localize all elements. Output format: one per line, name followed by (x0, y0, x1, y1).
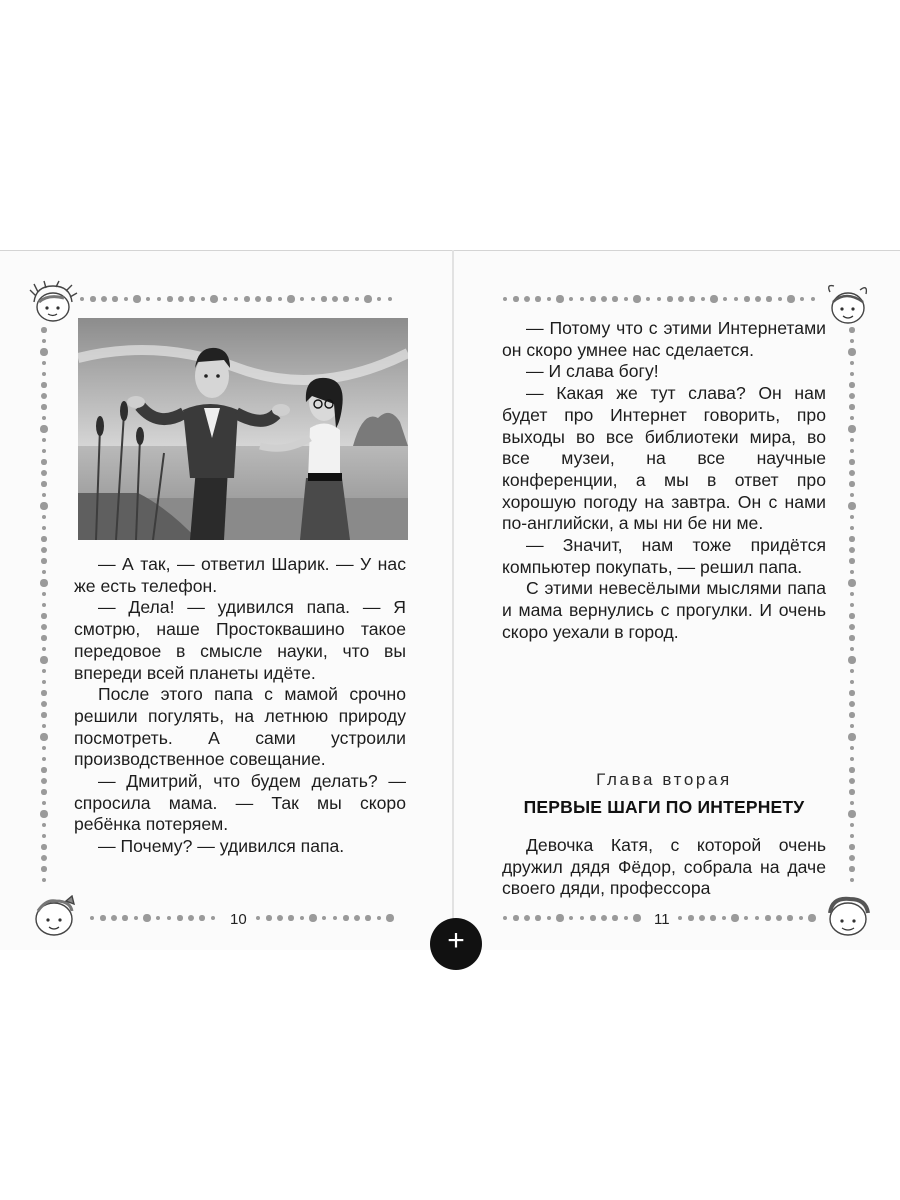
paragraph: — Значит, нам тоже придётся компьютер покупать, — решил папа. (502, 535, 826, 577)
bead-dot (40, 579, 47, 586)
bead-dot (266, 915, 271, 920)
bead-dot (850, 526, 854, 530)
bead-dot (849, 690, 854, 695)
bead-dot (849, 789, 854, 794)
bead-dot (624, 297, 628, 301)
girl-doodle-icon (26, 280, 80, 326)
bead-dot (42, 526, 46, 530)
paragraph: — Какая же тут слава? Он нам будет про Интернет говорить, про выходы во все библиотеки мира, во все музеи, на все научные конференции, а мы в ответ про хорошую погоду на завтра. Он с нами по-английски, а мы ни бе ни ме. (502, 383, 826, 534)
bead-dot (388, 297, 392, 301)
bead-dot (41, 613, 46, 618)
bead-dot (124, 297, 128, 301)
bead-dot (210, 295, 217, 302)
bead-dot (689, 296, 694, 301)
bead-dot (211, 916, 215, 920)
bead-dot (143, 914, 150, 921)
girl-doodle-icon (820, 282, 874, 328)
bead-dot (547, 297, 551, 301)
bead-dot (41, 404, 46, 409)
bead-dot (787, 295, 794, 302)
bead-dot (40, 348, 47, 355)
bead-dot (42, 372, 46, 376)
paragraph: — Потому что с этими Интернетами он скоро умнее нас сделается. (502, 318, 826, 360)
bead-dot (612, 915, 617, 920)
bead-dot (849, 767, 854, 772)
bead-dot (112, 296, 117, 301)
bead-dot (288, 915, 293, 920)
chapter-text (502, 835, 826, 900)
bead-dot (40, 810, 47, 817)
bead-dot (849, 635, 854, 640)
bead-dot (808, 914, 815, 921)
viewer-background (0, 950, 900, 1200)
bead-dot (849, 558, 854, 563)
bead-dot (42, 724, 46, 728)
bead-dot (167, 916, 171, 920)
bead-dot (633, 295, 640, 302)
bead-dot (287, 295, 294, 302)
bead-dot (189, 296, 194, 301)
bead-dot (850, 647, 854, 651)
bead-dot (199, 915, 204, 920)
bead-dot (556, 914, 563, 921)
bead-dot (42, 757, 46, 761)
bead-dot (122, 915, 127, 920)
left-page-text (74, 554, 406, 858)
bead-dot (386, 914, 393, 921)
bead-dot (755, 916, 759, 920)
bead-dot (41, 481, 46, 486)
bead-dot (799, 916, 803, 920)
bead-dot (90, 296, 95, 301)
bead-dot (42, 570, 46, 574)
bead-dot (848, 579, 855, 586)
paragraph: — А так, — ответил Шарик. — У нас же есть телефон. (74, 554, 406, 596)
bead-dot (134, 916, 138, 920)
bead-dot (41, 327, 46, 332)
bead-dot (41, 789, 46, 794)
bead-dot (42, 680, 46, 684)
bead-dot (41, 382, 46, 387)
boy-doodle-icon (26, 895, 84, 941)
bead-dot (42, 416, 46, 420)
bead-dot (850, 416, 854, 420)
bead-dot (256, 916, 260, 920)
bead-dot (201, 297, 205, 301)
bead-dot (365, 915, 370, 920)
bead-dot (309, 914, 316, 921)
bead-dot (850, 878, 854, 882)
bead-dot (787, 915, 792, 920)
bead-dot (41, 536, 46, 541)
bead-dot (278, 297, 282, 301)
paragraph: — Дмитрий, что будем делать? — спросила мама. — Так мы скоро ребёнка потеряем. (74, 771, 406, 835)
bead-dot (42, 339, 46, 343)
bead-dot (849, 382, 854, 387)
bead-dot (41, 866, 46, 871)
bead-dot (688, 915, 693, 920)
bead-dot (580, 916, 584, 920)
bead-dot (849, 481, 854, 486)
bead-dot (850, 724, 854, 728)
bead-dot (624, 916, 628, 920)
bead-dot (343, 915, 348, 920)
bead-dot (41, 558, 46, 563)
bead-dot (41, 459, 46, 464)
bead-dot (849, 866, 854, 871)
bead-dot (300, 916, 304, 920)
bead-dot (42, 493, 46, 497)
bead-dot (633, 914, 640, 921)
bead-dot (513, 915, 518, 920)
paragraph: — Дела! — удивился папа. — Я смотрю, наше Простоквашино такое передовое в смысле науки, что вы впереди всей планеты идёте. (74, 597, 406, 683)
bead-dot (848, 733, 855, 740)
bead-dot (234, 297, 238, 301)
bead-dot (343, 296, 348, 301)
bead-dot (849, 536, 854, 541)
bead-dot (850, 372, 854, 376)
bead-dot (364, 295, 371, 302)
bead-dot (848, 425, 855, 432)
bead-dot (40, 502, 47, 509)
bead-dot (311, 297, 315, 301)
bead-dot (535, 915, 540, 920)
bead-dot (849, 459, 854, 464)
bead-dot (41, 767, 46, 772)
bead-dot (734, 297, 738, 301)
bead-dot (244, 296, 249, 301)
bead-dot (157, 297, 161, 301)
bead-dot (377, 916, 381, 920)
bead-dot (848, 810, 855, 817)
bead-dot (321, 296, 326, 301)
bead-dot (547, 916, 551, 920)
bead-dot (133, 295, 140, 302)
illustration-parents-by-lake (78, 318, 408, 540)
chapter-label: Глава вторая (596, 770, 732, 789)
bead-dot (42, 801, 46, 805)
bead-dot (42, 647, 46, 651)
bead-dot (535, 296, 540, 301)
bead-dot (849, 327, 854, 332)
paragraph: — Почему? — удивился папа. (98, 836, 345, 857)
bead-dot (612, 296, 617, 301)
bead-dot (849, 404, 854, 409)
bead-dot (766, 296, 771, 301)
bead-dot (848, 502, 855, 509)
bead-dot (80, 297, 84, 301)
bead-dot (811, 297, 815, 301)
bead-dot (40, 733, 47, 740)
bead-dot (850, 603, 854, 607)
bead-dot (765, 915, 770, 920)
bead-dot (850, 339, 854, 343)
bead-dot (850, 757, 854, 761)
bead-dot (41, 712, 46, 717)
bead-dot (513, 296, 518, 301)
book-gutter (452, 250, 454, 950)
bead-dot (667, 296, 672, 301)
bead-dot (850, 834, 854, 838)
bead-dot (42, 834, 46, 838)
bead-dot (678, 916, 682, 920)
bead-dot (167, 296, 172, 301)
bead-dot (710, 295, 717, 302)
paragraph: — И слава богу! (526, 361, 659, 382)
bead-dot (849, 844, 854, 849)
right-page-text (502, 318, 826, 644)
bead-dot (850, 449, 854, 453)
bead-dot (580, 297, 584, 301)
paragraph: С этими невесёлыми мыслями папа и мама вернулись с прогулки. И очень скоро уехали в город. (502, 578, 826, 642)
bead-dot (556, 295, 563, 302)
bead-dot (41, 844, 46, 849)
bead-dot (778, 297, 782, 301)
bead-dot (177, 915, 182, 920)
bead-dot (657, 297, 661, 301)
chapter-title: ПЕРВЫЕ ШАГИ ПО ИНТЕРНЕТУ (523, 797, 805, 817)
bead-dot (333, 916, 337, 920)
page-number-right: 11 (654, 911, 670, 928)
bead-dot (850, 801, 854, 805)
bead-dot (100, 915, 105, 920)
bead-dot (744, 296, 749, 301)
boy-doodle-icon (818, 895, 876, 941)
bead-dot (590, 915, 595, 920)
bead-dot (42, 603, 46, 607)
bead-dot (849, 712, 854, 717)
bead-dot (849, 613, 854, 618)
bead-dot (701, 297, 705, 301)
bead-dot (850, 680, 854, 684)
bead-dot (90, 916, 94, 920)
bead-dot (355, 297, 359, 301)
bead-dot (41, 690, 46, 695)
paragraph: Девочка Катя, с которой очень дружил дядя Фёдор, собрала на даче своего дяди, профессора (502, 835, 826, 899)
bead-dot (722, 916, 726, 920)
bead-dot (42, 878, 46, 882)
bead-dot (850, 493, 854, 497)
bead-dot (41, 635, 46, 640)
bead-dot (590, 296, 595, 301)
bead-dot (850, 570, 854, 574)
zoom-in-button[interactable]: + (430, 918, 482, 970)
bead-dot (266, 296, 271, 301)
bead-dot (503, 916, 507, 920)
bead-dot (42, 449, 46, 453)
bead-dot (710, 915, 715, 920)
bead-dot (848, 348, 855, 355)
bead-dot (503, 297, 507, 301)
paragraph: После этого папа с мамой срочно решили погулять, на летнюю природу посмотреть. А сами устроили производственное совещание. (74, 684, 406, 770)
page-number-left: 10 (230, 911, 247, 928)
bead-dot (848, 656, 855, 663)
bead-dot (40, 656, 47, 663)
bead-dot (731, 914, 738, 921)
bead-dot (40, 425, 47, 432)
